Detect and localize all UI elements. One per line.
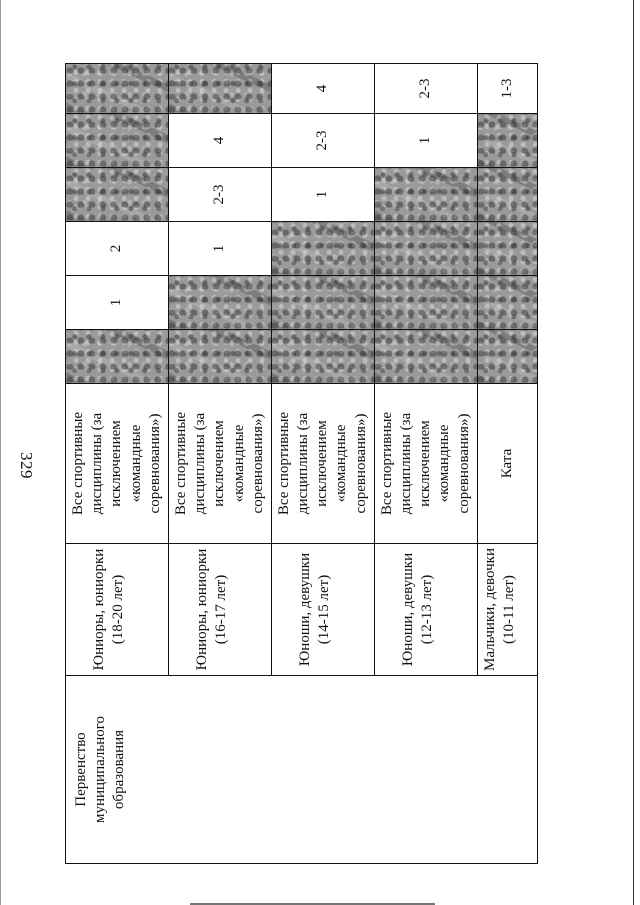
place-cell: 2 <box>66 222 169 276</box>
place-cell <box>271 276 374 330</box>
place-cell <box>374 276 477 330</box>
age-group-cell: Юноши, девушки (14-15 лет) <box>271 544 374 676</box>
rotated-table-container <box>65 64 517 864</box>
place-cell: 4 <box>271 64 374 114</box>
place-cell <box>168 330 271 384</box>
discipline-cell: Все спортивные дисциплины (за исключением «командные соревнования») <box>271 384 374 544</box>
discipline-cell: Все спортивные дисциплины (за исключением «командные соревнования») <box>374 384 477 544</box>
age-group-cell: Юниоры, юниорки (16-17 лет) <box>168 544 271 676</box>
place-cell <box>271 222 374 276</box>
place-cell <box>168 64 271 114</box>
place-cell <box>374 168 477 222</box>
ranking-table <box>65 63 538 864</box>
place-cell <box>168 276 271 330</box>
discipline-cell: Все спортивные дисциплины (за исключением «командные соревнования») <box>168 384 271 544</box>
scan-edge-right <box>633 0 634 905</box>
discipline-cell: Все спортивные дисциплины (за исключением «командные соревнования») <box>66 384 169 544</box>
age-group-cell: Юниоры, юниорки (18-20 лет) <box>66 544 169 676</box>
place-cell <box>66 114 169 168</box>
event-title-cell: Первенство муниципального образования <box>66 676 538 864</box>
place-cell <box>477 114 537 168</box>
place-cell <box>374 330 477 384</box>
place-cell: 1-3 <box>477 64 537 114</box>
place-cell <box>477 222 537 276</box>
discipline-cell: Ката <box>477 384 537 544</box>
place-cell <box>477 168 537 222</box>
age-group-cell: Юноши, девушки (12-13 лет) <box>374 544 477 676</box>
place-cell <box>66 168 169 222</box>
place-cell: 2-3 <box>168 168 271 222</box>
place-cell <box>374 222 477 276</box>
place-cell <box>477 276 537 330</box>
place-cell: 1 <box>374 114 477 168</box>
place-cell <box>477 330 537 384</box>
place-cell: 1 <box>168 222 271 276</box>
place-cell <box>66 330 169 384</box>
page-number: 329 <box>17 452 36 479</box>
place-cell: 1 <box>66 276 169 330</box>
place-cell: 1 <box>271 168 374 222</box>
place-cell <box>66 64 169 114</box>
place-cell: 2-3 <box>271 114 374 168</box>
place-cell <box>271 330 374 384</box>
place-cell: 2-3 <box>374 64 477 114</box>
place-cell: 4 <box>168 114 271 168</box>
scan-edge-left <box>0 0 1 905</box>
table-row <box>66 64 169 864</box>
age-group-cell: Мальчики, девочки (10-11 лет) <box>477 544 537 676</box>
table-body <box>66 64 538 864</box>
